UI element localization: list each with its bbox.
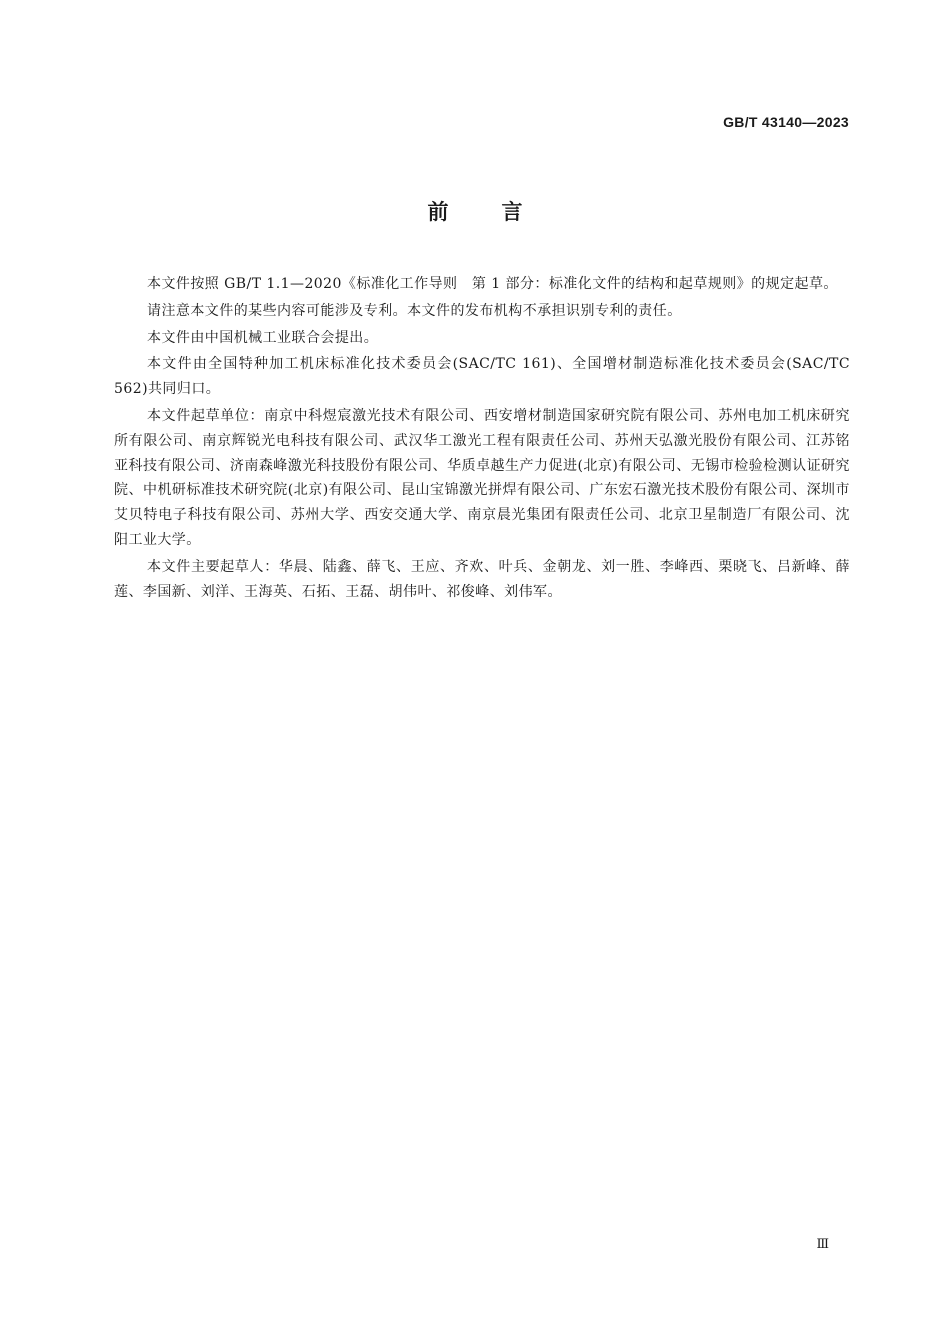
paragraph-drafting-organizations: 本文件起草单位：南京中科煜宸激光技术有限公司、西安增材制造国家研究院有限公司、苏州电加工机床研究所有限公司、南京辉锐光电科技有限公司、武汉华工激光工程有限责任公司、苏州天弘激光股份有限公司、江苏铭亚科技有限公司、济南森峰激光科技股份有限公司、华质卓越生产力促进(北京)有限公司、无锡市检验检测认证研究院、中机研标准技术研究院(北京)有限公司、昆山宝锦激光拼焊有限公司、广东宏石激光技术股份有限公司、深圳市艾贝特电子科技有限公司、苏州大学、西安交通大学、南京晨光集团有限责任公司、北京卫星制造厂有限公司、沈阳工业大学。 bbox=[114, 407, 850, 548]
paragraph-proposer: 本文件由中国机械工业联合会提出。 bbox=[147, 329, 379, 346]
paragraph-drafting-rules: 本文件按照 GB/T 1.1—2020《标准化工作导则 第 1 部分：标准化文件的结构和起草规则》的规定起草。 bbox=[147, 276, 838, 292]
paragraph-patent-notice: 请注意本文件的某些内容可能涉及专利。本文件的发布机构不承担识别专利的责任。 bbox=[147, 302, 682, 319]
page-number: Ⅲ bbox=[816, 1236, 829, 1251]
paragraph-main-drafters: 本文件主要起草人：华晨、陆鑫、薛飞、王应、齐欢、叶兵、金朝龙、刘一胜、李峰西、栗晓飞、吕新峰、薛莲、李国新、刘洋、王海英、石拓、王磊、胡伟叶、祁俊峰、刘伟军。 bbox=[114, 558, 850, 600]
standard-number: GB/T 43140—2023 bbox=[723, 114, 849, 130]
foreword-body bbox=[114, 272, 850, 606]
page-title: 前言 bbox=[427, 200, 576, 224]
paragraph-technical-committee: 本文件由全国特种加工机床标准化技术委员会(SAC/TC 161)、全国增材制造标准化技术委员会(SAC/TC 562)共同归口。 bbox=[114, 356, 850, 398]
